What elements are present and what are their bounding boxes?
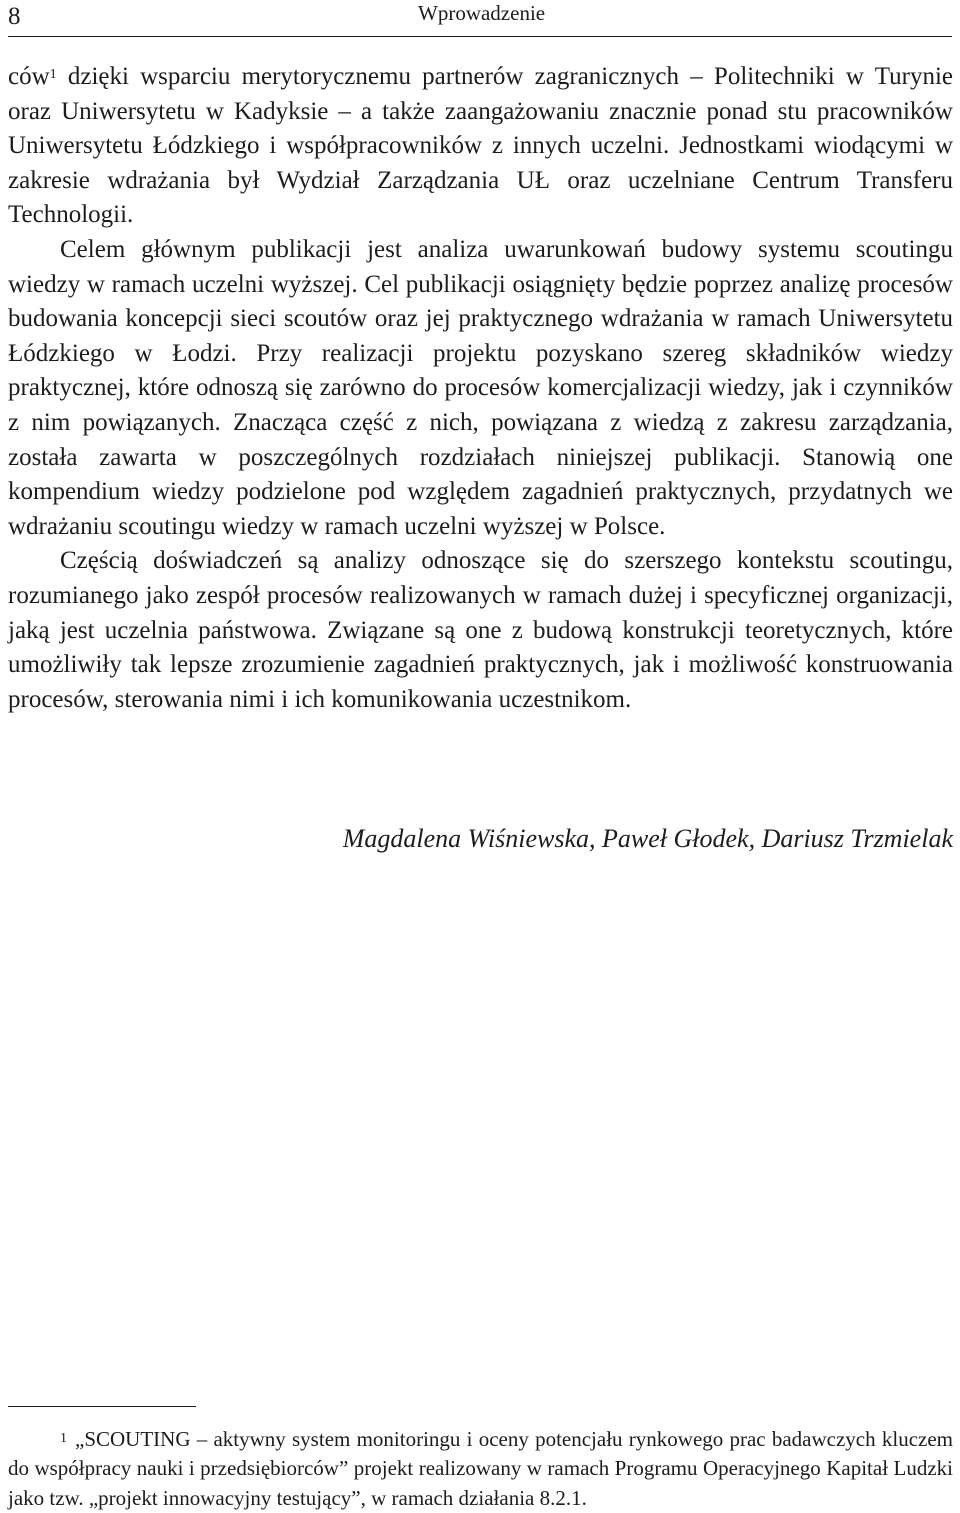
footnote-divider xyxy=(8,1406,196,1407)
page-number: 8 xyxy=(8,3,21,30)
authors-signature: Magdalena Wiśniewska, Paweł Głodek, Dariusz Trzmielak xyxy=(342,824,953,853)
paragraph-1-lead: ców xyxy=(8,63,50,90)
body-text xyxy=(8,60,953,717)
paragraph-1 xyxy=(8,60,953,233)
paragraph-2: Celem głównym publikacji jest analiza uwarunkowań budowy systemu scoutingu wiedzy w ramach uczelni wyższej. Cel publikacji osiągnięty będzie poprzez analizę procesów budowania koncepcji sieci scoutów oraz jej praktycznego wdrażania w ramach Uniwersytetu Łódzkiego w Łodzi. Przy realizacji projektu pozyskano szereg składników wiedzy praktycznej, które odnoszą się zarówno do procesów komercjalizacji wiedzy, jak i czynników z nim powiązanych. Znacząca część z nich, powiązana z wiedzą z zakresu zarządzania, została zawarta w poszczególnych rozdziałach niniejszej publikacji. Stanowią one kompendium wiedzy podzielone pod względem zagadnień praktycznych, przydatnych we wdrażaniu scoutingu wiedzy w ramach uczelni wyższej w Polsce. xyxy=(8,235,953,540)
running-header xyxy=(8,0,952,37)
running-title: Wprowadzenie xyxy=(418,1,546,25)
footnote xyxy=(8,1425,953,1513)
footnote-mark: 1 xyxy=(60,1431,67,1446)
paragraph-3: Częścią doświadczeń są analizy odnoszące się do szerszego kontekstu scoutingu, rozumianego jako zespół procesów realizowanych w ramach dużej i specyficznej organizacji, jaką jest uczelnia państwowa. Związane są one z budową konstrukcji teoretycznych, które umożliwiły tak lepsze zrozumienie zagadnień praktycznych, jak i możliwość konstruowania procesów, sterowania nimi i ich komunikowania uczestnikom. xyxy=(8,547,953,713)
footnote-text: „SCOUTING – aktywny system monitoringu i oceny potencjału rynkowego prac badawczych kluczem do współpracy nauki i przedsiębiorców” projekt realizowany w ramach Programu Operacyjnego Kapitał Ludzki jako tzw. „projekt innowacyjny testujący”, w ramach działania 8.2.1. xyxy=(8,1427,953,1510)
paragraph-1-text: dzięki wsparciu merytorycznemu partnerów zagranicznych – Politechniki w Turynie oraz Uniwersytetu w Kadyksie – a także zaangażowaniu znacznie ponad stu pracowników Uniwersytetu Łódzkiego i współpracowników z innych uczelni. Jednostkami wiodącymi w zakresie wdrażania był Wydział Zarządzania UŁ oraz uczelniane Centrum Transferu Technologii. xyxy=(8,63,953,229)
footnote-reference[interactable]: 1 xyxy=(49,67,57,82)
